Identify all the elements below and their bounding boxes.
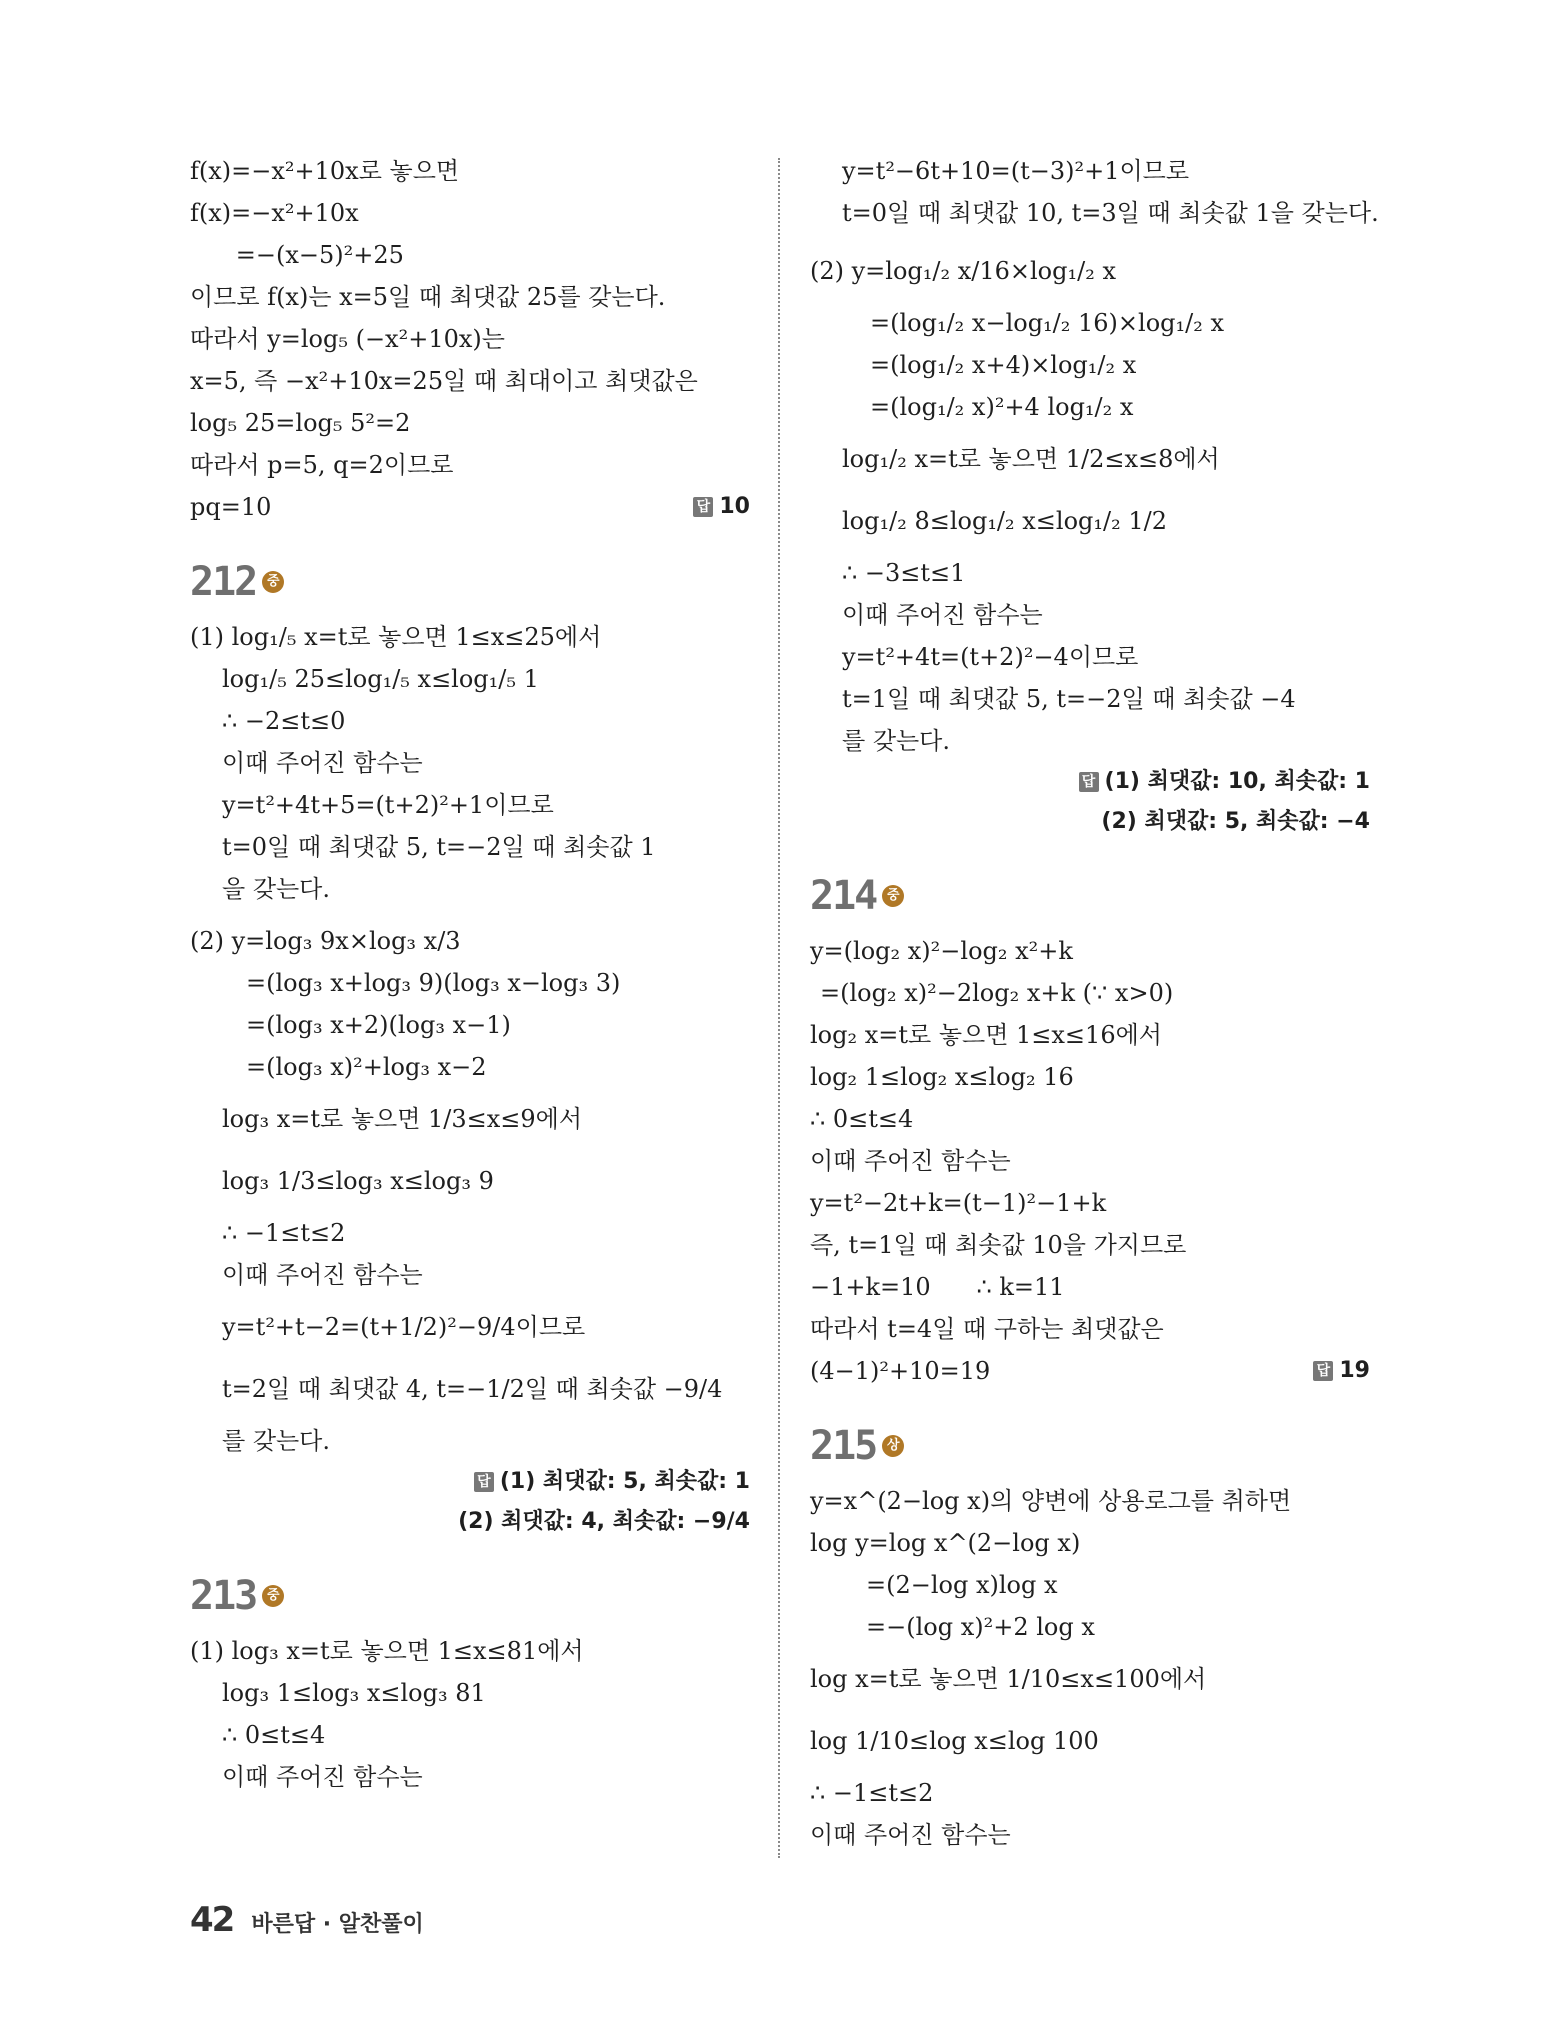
solution-line: t=2일 때 최댓값 4, t=−1/2일 때 최솟값 −9/4 — [222, 1375, 723, 1403]
answer-value: (2) 최댓값: 5, 최솟값: −4 — [1101, 809, 1370, 834]
solution-line: log x=t로 놓으면 1/10≤x≤100에서 — [810, 1665, 1207, 1693]
solution-line: =(log₁/₂ x)²+4 log₁/₂ x — [870, 393, 1134, 421]
solution-line: 따라서 p=5, q=2이므로 — [190, 451, 454, 479]
problem-214 — [810, 868, 1370, 1392]
solution-line: log₃ 1/3≤log₃ x≤log₃ 9 — [222, 1167, 494, 1195]
page-number: 42 — [190, 1900, 234, 1940]
solution-line: =−(log x)²+2 log x — [866, 1613, 1095, 1641]
solution-line: log₁/₅ 25≤log₁/₅ x≤log₁/₅ 1 — [222, 665, 539, 693]
problem-212 — [190, 554, 750, 1542]
solution-line: log₃ 1≤log₃ x≤log₃ 81 — [222, 1679, 486, 1707]
solution-line: (4−1)²+10=19 — [810, 1357, 991, 1385]
solution-line: log₂ x=t로 놓으면 1≤x≤16에서 — [810, 1021, 1162, 1049]
solution-line: f(x)=−x²+10x — [190, 199, 359, 227]
solution-line: t=1일 때 최댓값 5, t=−2일 때 최솟값 −4 — [842, 685, 1296, 713]
answer-value: (2) 최댓값: 4, 최솟값: −9/4 — [458, 1509, 750, 1534]
problem-213-continued — [810, 150, 1379, 842]
problem-number: 212 — [190, 559, 257, 605]
right-column — [810, 150, 1379, 1856]
answer-line — [810, 762, 1370, 802]
solution-line: y=(log₂ x)²−log₂ x²+k — [810, 937, 1073, 965]
answer-line — [190, 1502, 750, 1542]
solution-line: ∴ −2≤t≤0 — [222, 707, 346, 735]
solution-line: log₃ x=t로 놓으면 1/3≤x≤9에서 — [222, 1105, 583, 1133]
difficulty-badge: 중 — [882, 885, 904, 907]
solution-line: =(log₃ x)²+log₃ x−2 — [246, 1053, 487, 1081]
answer-value: 10 — [719, 494, 750, 519]
solution-line: log 1/10≤log x≤log 100 — [810, 1727, 1099, 1755]
solution-line: t=0일 때 최댓값 5, t=−2일 때 최솟값 1 — [222, 833, 656, 861]
solution-line: 를 갖는다. — [222, 1427, 330, 1455]
answer-line — [693, 487, 750, 527]
solution-line: =(log₃ x+2)(log₃ x−1) — [246, 1011, 511, 1039]
solution-line: y=t²+4t=(t+2)²−4이므로 — [842, 643, 1139, 671]
solution-line: 이때 주어진 함수는 — [810, 1821, 1011, 1849]
solution-line: 이때 주어진 함수는 — [222, 749, 423, 777]
answer-value: 19 — [1339, 1358, 1370, 1383]
solution-line: 이때 주어진 함수는 — [222, 1763, 423, 1791]
answer-icon: 답 — [1079, 772, 1099, 792]
solution-line: pq=10 — [190, 493, 272, 521]
solution-line: f(x)=−x²+10x로 놓으면 — [190, 157, 460, 185]
intro-solution — [190, 150, 750, 528]
answer-line — [1313, 1351, 1370, 1391]
answer-line — [190, 1462, 750, 1502]
solution-line: ∴ 0≤t≤4 — [222, 1721, 326, 1749]
solution-line: 즉, t=1일 때 최솟값 10을 가지므로 — [810, 1231, 1187, 1259]
problem-number: 213 — [190, 1573, 257, 1619]
difficulty-badge: 상 — [882, 1435, 904, 1457]
solution-line: log₅ 25=log₅ 5²=2 — [190, 409, 411, 437]
solution-line: ∴ −1≤t≤2 — [222, 1219, 346, 1247]
answer-icon: 답 — [693, 497, 713, 517]
solution-line: log₁/₂ 8≤log₁/₂ x≤log₁/₂ 1/2 — [842, 507, 1167, 535]
solution-line: ∴ −1≤t≤2 — [810, 1779, 934, 1807]
solution-line: t=0일 때 최댓값 10, t=3일 때 최솟값 1을 갖는다. — [842, 199, 1379, 227]
solution-line: 따라서 y=log₅ (−x²+10x)는 — [190, 325, 505, 353]
solution-line: y=t²+4t+5=(t+2)²+1이므로 — [222, 791, 554, 819]
answer-value: (1) 최댓값: 10, 최솟값: 1 — [1104, 769, 1370, 794]
difficulty-badge: 중 — [262, 1585, 284, 1607]
solution-line: ∴ −3≤t≤1 — [842, 559, 966, 587]
problem-number: 214 — [810, 873, 877, 919]
solution-line: =(log₃ x+log₃ 9)(log₃ x−log₃ 3) — [246, 969, 621, 997]
solution-line: =(2−log x)log x — [866, 1571, 1058, 1599]
solution-line: 를 갖는다. — [842, 727, 950, 755]
solution-line: 을 갖는다. — [222, 875, 330, 903]
solution-line: y=t²+t−2=(t+1/2)²−9/4이므로 — [222, 1313, 586, 1341]
solution-line: log₂ 1≤log₂ x≤log₂ 16 — [810, 1063, 1074, 1091]
problem-215 — [810, 1418, 1370, 1856]
solution-line: y=t²−2t+k=(t−1)²−1+k — [810, 1189, 1107, 1217]
left-column — [190, 150, 750, 1798]
problem-number: 215 — [810, 1423, 877, 1469]
column-divider — [778, 158, 780, 1858]
difficulty-badge: 중 — [262, 571, 284, 593]
solution-line: 이때 주어진 함수는 — [810, 1147, 1011, 1175]
page-footer — [190, 1900, 424, 1940]
answer-icon: 답 — [1313, 1361, 1333, 1381]
solution-line: x=5, 즉 −x²+10x=25일 때 최대이고 최댓값은 — [190, 367, 698, 395]
solution-line: (1) log₁/₅ x=t로 놓으면 1≤x≤25에서 — [190, 623, 602, 651]
solution-line: =(log₁/₂ x−log₁/₂ 16)×log₁/₂ x — [870, 309, 1224, 337]
solution-line: (1) log₃ x=t로 놓으면 1≤x≤81에서 — [190, 1637, 584, 1665]
solution-line: log y=log x^(2−log x) — [810, 1529, 1081, 1557]
solution-line: =−(x−5)²+25 — [190, 241, 404, 269]
solution-line: (2) y=log₃ 9x×log₃ x/3 — [190, 927, 461, 955]
answer-icon: 답 — [474, 1472, 494, 1492]
solution-line: =(log₂ x)²−2log₂ x+k (∵ x>0) — [820, 979, 1174, 1007]
solution-line: 이므로 f(x)는 x=5일 때 최댓값 25를 갖는다. — [190, 283, 666, 311]
solution-line: 이때 주어진 함수는 — [222, 1261, 423, 1289]
solution-line: y=x^(2−log x)의 양변에 상용로그를 취하면 — [810, 1487, 1292, 1515]
solution-line: =(log₁/₂ x+4)×log₁/₂ x — [870, 351, 1137, 379]
solution-line: −1+k=10 ∴ k=11 — [810, 1273, 1065, 1301]
solution-line: ∴ 0≤t≤4 — [810, 1105, 914, 1133]
answer-line — [810, 802, 1370, 842]
solution-line: (2) y=log₁/₂ x/16×log₁/₂ x — [810, 257, 1116, 285]
solution-line: 이때 주어진 함수는 — [842, 601, 1043, 629]
solution-line: 따라서 t=4일 때 구하는 최댓값은 — [810, 1315, 1164, 1343]
book-title: 바른답 · 알찬풀이 — [251, 1912, 424, 1937]
answer-value: (1) 최댓값: 5, 최솟값: 1 — [499, 1469, 750, 1494]
solution-line: log₁/₂ x=t로 놓으면 1/2≤x≤8에서 — [842, 445, 1220, 473]
solution-line: y=t²−6t+10=(t−3)²+1이므로 — [842, 157, 1190, 185]
problem-213 — [190, 1568, 750, 1798]
